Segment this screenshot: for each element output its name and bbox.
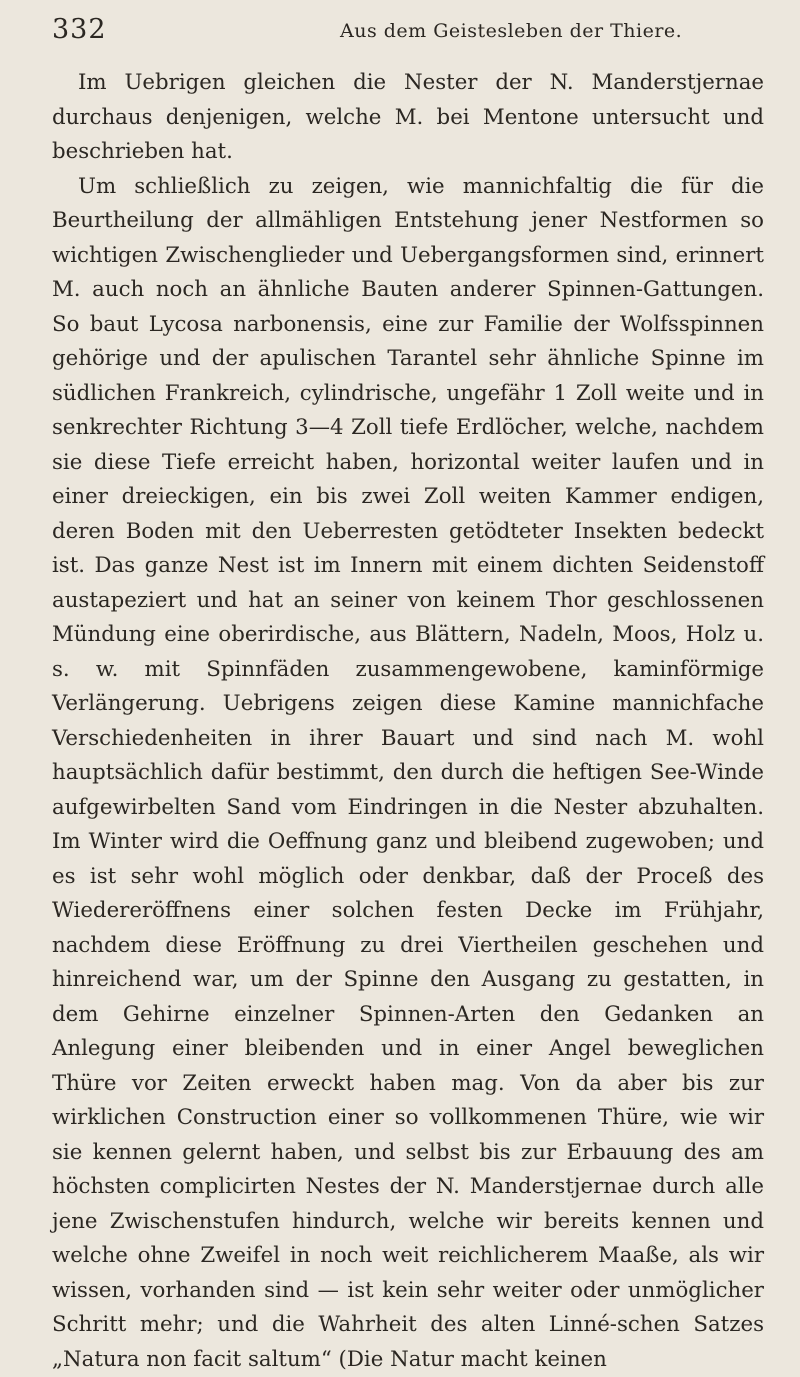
- paragraph-1: Im Uebrigen gleichen die Nester der N. Manderstjernae durchaus denjenigen, welche M. bei Mentone untersucht und beschrieben hat.: [52, 66, 764, 170]
- body-text: [52, 66, 764, 1377]
- paragraph-2: Um schließlich zu zeigen, wie mannichfaltig die für die Beurtheilung der allmähligen Entstehung jener Nestformen so wichtigen Zwischenglieder und Uebergangsformen sind, erinnert M. auch noch an ähnliche Bauten anderer Spinnen-Gattungen. So baut Lycosa narbonensis, eine zur Familie der Wolfsspinnen gehörige und der apulischen Tarantel sehr ähnliche Spinne im südlichen Frankreich, cylindrische, ungefähr 1 Zoll weite und in senkrechter Richtung 3—4 Zoll tiefe Erdlöcher, welche, nachdem sie diese Tiefe erreicht haben, horizontal weiter laufen und in einer dreieckigen, ein bis zwei Zoll weiten Kammer endigen, deren Boden mit den Ueberresten getödteter Insekten bedeckt ist. Das ganze Nest ist im Innern mit einem dichten Seidenstoff austapeziert und hat an seiner von keinem Thor geschlossenen Mündung eine oberirdische, aus Blättern, Nadeln, Moos, Holz u. s. w. mit Spinnfäden zusammengewobene, kaminförmige Verlängerung. Uebrigens zeigen diese Kamine mannichfache Verschiedenheiten in ihrer Bauart und sind nach M. wohl hauptsächlich dafür bestimmt, den durch die heftigen See-Winde aufgewirbelten Sand vom Eindringen in die Nester abzuhalten. Im Winter wird die Oeffnung ganz und bleibend zugewoben; und es ist sehr wohl möglich oder denkbar, daß der Proceß des Wiedereröffnens einer solchen festen Decke im Frühjahr, nachdem diese Eröffnung zu drei Viertheilen geschehen und hinreichend war, um der Spinne den Ausgang zu gestatten, in dem Gehirne einzelner Spinnen-Arten den Gedanken an Anlegung einer bleibenden und in einer Angel beweglichen Thüre vor Zeiten erweckt haben mag. Von da aber bis zur wirklichen Construction einer so vollkommenen Thüre, wie wir sie kennen gelernt haben, und selbst bis zur Erbauung des am höchsten complicirten Nestes der N. Manderstjernae durch alle jene Zwischenstufen hindurch, welche wir bereits kennen und welche ohne Zweifel in noch weit reichlicherem Maaße, als wir wissen, vorhanden sind — ist kein sehr weiter oder unmöglicher Schritt mehr; und die Wahrheit des alten Linné-schen Satzes „Natura non facit saltum“ (Die Natur macht keinen: [52, 170, 764, 1377]
- running-title: Aus dem Geistesleben der Thiere.: [340, 20, 682, 42]
- running-head: [52, 14, 764, 48]
- page-number: 332: [52, 14, 107, 45]
